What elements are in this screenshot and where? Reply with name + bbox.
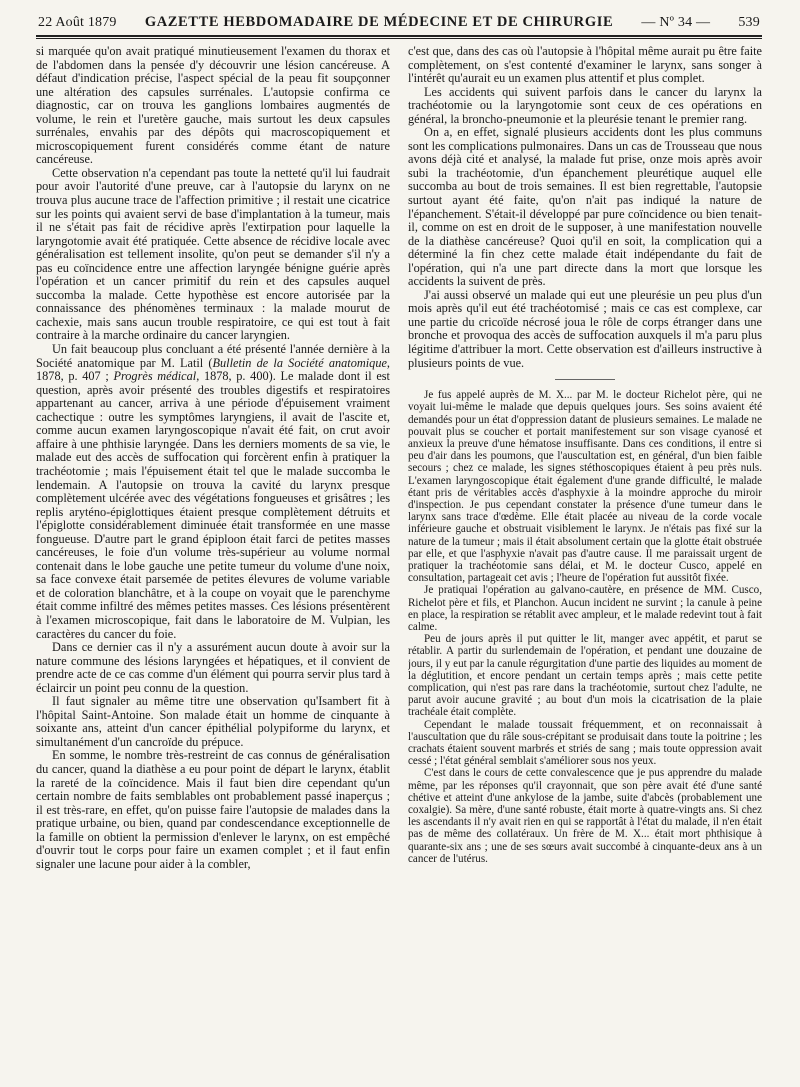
page-number: 539	[738, 15, 760, 30]
section-divider	[555, 379, 615, 380]
text-run: , 1878, p. 407 ;	[36, 355, 390, 384]
paragraph: Je fus appelé auprès de M. X... par M. le docteur Richelot père, qui ne voyait lui-même le malade que depuis quelques jours. Ses soins avaient été demandés pour un état d'oppression datant de plusieurs semaines. Le malade ne pouvait plus se coucher et portait manifestement sur son visage cyanosé et anxieux la preuve d'une hématose insuffisante. Dans ces conditions, il entre si peu d'air dans les poumons, que l'auscultation est, en général, d'un bien faible secours ; chez ce malade, les signes stéthoscopiques étaient à peu près nuls. L'examen laryngoscopique était également d'une grande difficulté, le malade étant pris de véritables accès d'asphyxie à la moindre approche du miroir d'inspection. Je pus cependant constater la présence d'une tumeur dans le larynx sans trace d'œdème. Elle était placée au niveau de la corde vocale inférieure gauche et obstruait visiblement le larynx. Je n'étais pas fixé sur la nature de la tumeur ; mais il était absolument certain que la glotte était obstruée par elle, et que l'asphyxie n'avait pas d'autre cause. Il me paraissait urgent de pratiquer la trachéotomie sans délai, et M. le docteur Cusco, appelé en consultation, partageait cet avis ; l'heure de l'opération fut aussitôt fixée.	[408, 389, 762, 585]
paragraph: Peu de jours après il put quitter le lit, manger avec appétit, et parut se rétablir. A partir du surlendemain de l'opération, et pendant une douzaine de jours, il y eut par la canule régurgitation d'une partie des liquides au moment de la déglutition, et encore pendant un certain temps après ; mais cette petite complication, qui n'est pas rare dans la trachéotomie, surtout chez l'adulte, ne parut avoir aucune gravité ; au bout d'un mois la cicatrisation de la plaie trachéale était complète.	[408, 633, 762, 719]
paragraph: si marquée qu'on avait pratiqué minutieusement l'examen du thorax et de l'abdomen dans la pensée d'y découvrir une lésion cancéreuse. A défaut d'indication précise, l'aspect spécial de la peau fit soupçonner une altération des capsules surrénales. L'autopsie confirma ce diagnostic, car on trouva les ganglions lombaires augmentés de volume, le rein et l'uretère gauche, mais surtout les deux capsules surrénales, envahis par des dépôts qui macroscopiquement et microscopiquement furent considérés comme étant de nature cancéreuse.	[36, 45, 390, 167]
header-rule	[36, 35, 762, 37]
text-columns	[36, 45, 762, 1055]
paragraph: Cependant le malade toussait fréquemment, et on reconnaissait à l'auscultation que du râle sous-crépitant se produisait dans toute la poitrine ; les crachats étaient souvent marbrés et striés de sang ; mais toute oppression avait cessé ; l'état général semblait s'améliorer sous nos yeux.	[408, 718, 762, 768]
paragraph: Les accidents qui suivent parfois dans le cancer du larynx la trachéotomie ou la laryngotomie sont ceux de ces opérations en général, la broncho-pneumonie et la pleurésie tenant le premier rang.	[408, 84, 762, 126]
issue-number: — Nº 34 —	[641, 15, 711, 30]
header-rule-thin	[36, 38, 762, 39]
page-header	[36, 14, 762, 35]
left-column	[36, 45, 390, 1055]
text-run: , 1878, p. 400). Le malade dont il est question, après avoir présenté des troubles digestifs et respiratoires appartenant au cancer, arriva à une période d'épuisement vraiment cachectique : outre les symptômes laryngiens, il avait de l'ascite et, comme aucun examen laryngoscopique n'avait été fait, on crut avoir affaire à une phthisie laryngée. Dans les derniers moments de sa vie, le malade eut des accès de suffocation qui forcèrent enfin à pratiquer la trachéotomie ; mais l'épuisement était tel que le malade succomba le lendemain. A l'autopsie on trouva la cavité du larynx presque complètement ulcérée avec des végétations fongueuses et grisâtres ; les replis aryténo-épiglottiques étaient presque complètement détruits et l'épiglotte considérablement diminuée était transformée en une masse fongueuse. D'autre part le grand épiploon était farci de petites masses cancéreuses, le foie d'un volume très-supérieur au volume normal contenait dans le lobe gauche une petite tumeur du volume d'une noix, sa face convexe était parsemée de petites élevures de volume variable et de coloration blanchâtre, et à la coupe on voyait que le parenchyme était comme infiltré des mêmes petites masses. Ces lésions présentèrent à l'examen microscopique, fait dans le laboratoire de M. Vulpian, les caractères du cancer du foie.	[36, 369, 390, 641]
header-date: 22 Août 1879	[38, 15, 117, 30]
paragraph: c'est que, dans des cas où l'autopsie à l'hôpital même aurait pu être faite complètement, on s'est contenté d'examiner le larynx, sans songer à l'intérêt qu'aurait eu un examen plus attentif et plus complet.	[408, 45, 762, 86]
right-column	[408, 45, 762, 1055]
paragraph	[36, 343, 390, 641]
paragraph: On a, en effet, signalé plusieurs accidents dont les plus communs sont les complications pulmonaires. Dans un cas de Trousseau que nous avons déjà cité et analysé, la malade fut prise, onze mois après avoir subi la trachéotomie, d'un épanchement pleurétique auquel elle succomba au bout de trois semaines. Il est bien regrettable, l'autopsie surtout ayant été faite, qu'on n'ait pas indiqué la nature de l'épanchement. S'était-il développé par pure coïncidence ou bien tenait-il, comme on est en droit de le supposer, à une manifestation nouvelle de la diathèse cancéreuse? Quoi qu'il en soit, la complication qui a déterminé la fin chez cette malade était indépendante du fait de l'opération, qui n'a une part directe dans la mort que lorsque les accidents la suivent de près.	[408, 125, 762, 289]
citation: Progrès médical	[113, 369, 197, 384]
journal-title: GAZETTE HEBDOMADAIRE DE MÉDECINE ET DE CHIRURGIE	[144, 14, 614, 30]
case-report	[408, 389, 762, 865]
paragraph: C'est dans le cours de cette convalescence que je pus apprendre du malade même, par les réponses qu'il crayonnait, que son père avait été d'une santé chétive et atteint d'une ankylose de la jambe, suite d'abcès (probablement une coxalgie). Sa mère, d'une santé robuste, était morte à quatre-vingts ans. Si chez les ascendants il n'y avait rien en qui se rapportât à l'état du malade, il n'en était pas de même des collatéraux. Un frère de M. X... était mort phthisique à quarante-six ans ; une de ses sœurs avait succombé à cinquante-deux ans à un cancer de l'utérus.	[408, 767, 762, 865]
paragraph: Je pratiquai l'opération au galvano-cautère, en présence de MM. Cusco, Richelot père et fils, et Planchon. Aucun incident ne survint ; la canule à peine en place, la respiration se rétablit avec ampleur, et le malade redevint tout à fait calme.	[408, 584, 762, 633]
paragraph: Dans ce dernier cas il n'y a assurément aucun doute à avoir sur la nature commune des lésions laryngées et hépatiques, et il convient de prendre acte de ce cas comme d'un élément qui pourra servir plus tard à éclaircir un point peu connu de la question.	[36, 640, 390, 695]
paragraph: En somme, le nombre très-restreint de cas connus de généralisation du cancer, quand la diathèse a eu pour point de départ le larynx, établit la rareté de la coïncidence. Mais il faut bien dire cependant qu'un certain nombre de faits semblables ont probablement passé inaperçus ; il est très-rare, en effet, qu'on puisse faire l'autopsie de malades dans la pratique urbaine, ou bien, quand par condescendance exceptionnelle de la famille on obtient la permission d'enlever le larynx, on est empêché d'ouvrir tout le corps pour faire un examen complet ; et il faut enfin signaler une lacune pour aider à la combler,	[36, 748, 390, 871]
paragraph: J'ai aussi observé un malade qui eut une pleurésie un peu plus d'un mois après qu'il eut été trachéotomisé ; mais ce cas est complexe, car une partie du cricoïde nécrosé joua le rôle de corps étranger dans une bronche et provoqua des accès de suffocation auxquels il m'a paru plus légitime d'attribuer la mort. Cette observation est d'ailleurs instructive à plusieurs points de vue.	[408, 287, 762, 370]
text-run: Un fait beaucoup plus concluant a été présenté l'année dernière à la Société anatomique par M. Latil (	[36, 342, 390, 370]
citation: Bulletin de la Société anatomique	[212, 355, 387, 370]
paragraph: Il faut signaler au même titre une observation qu'Isambert fit à l'hôpital Saint-Antoine. Son malade était un homme de cinquante à soixante ans, atteint d'un cancer épithélial polypiforme du larynx, et simultanément d'un cancroïde du prépuce.	[36, 694, 390, 749]
paragraph: Cette observation n'a cependant pas toute la netteté qu'il lui faudrait pour avoir l'autorité d'une preuve, car à l'autopsie du larynx on ne trouva plus aucune trace de l'affection primitive ; il restait une cicatrice sur les points qui avaient servi de base d'implantation à la tumeur, mais il ne s'était pas fait de récidive après l'extirpation pour laquelle la laryngotomie avait été pratiquée. Cette absence de récidive locale avec généralisation est tellement insolite, qu'on peut se demander s'il n'y a pas eu coïncidence entre une affection laryngée bénigne guérie après l'opération et un cancer primitif du rein et des capsules auquel succomba la malade. Cette hypothèse est encore autorisée par la connaissance des phénomènes terminaux : la malade mourut de cachexie, mais sans aucun trouble respiratoire, ce qui est tout à fait contraire à la marche ordinaire du cancer laryngien.	[36, 165, 390, 343]
